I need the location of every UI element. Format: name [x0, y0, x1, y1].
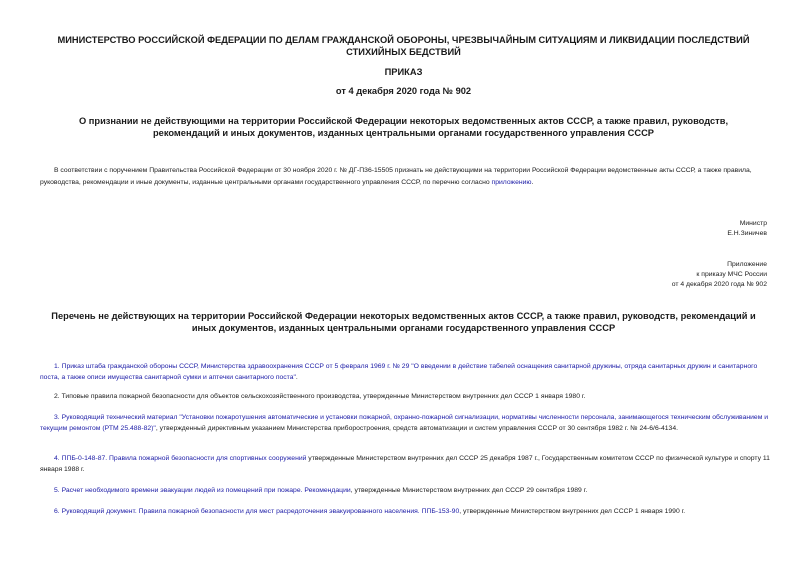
signature-position: Министр — [739, 220, 767, 227]
list-item-link[interactable] — [54, 455, 306, 462]
appendix-block — [527, 260, 767, 290]
signature-block — [567, 219, 767, 239]
list-item-link-text: Руководящий документ. Правила пожарной безопасности для мест расредоточения эвакуированного населения. ППБ-153-90 — [61, 508, 460, 515]
list-item — [40, 485, 772, 496]
list-item-link[interactable] — [54, 487, 351, 494]
list-item-link[interactable] — [54, 508, 459, 515]
list-item-number: 2. — [54, 393, 62, 400]
list-item-text: утвержденные Министерством внутренних дел СССР 25 декабря 1987 г., Государственным комитетом СССР по физической культуре и спорту 11 января 1988 г. — [40, 455, 770, 473]
document-type: ПРИКАЗ — [384, 67, 423, 77]
list-item — [40, 453, 772, 475]
intro-end: . — [531, 179, 534, 186]
list-item-text: Типовые правила пожарной безопасности для объектов сельскохозяйственного производства, утвержденные Министерством внутренних дел СССР 1 января 1980 г. — [61, 393, 586, 400]
appendix-line-2: к приказу МЧС России — [696, 271, 767, 278]
list-item-link-text: Приказ штаба гражданской обороны СССР, Министерства здравоохранения СССР от 5 февраля 1969 г. № 29 "О введении в действие табелей оснащения санитарной дружины, отряда санитарных дружин и санитарного поста, а также описи имущества санитарной сумки и аптечки санитарного поста" — [40, 363, 758, 381]
list-item-number: 5. — [54, 487, 62, 494]
list-item — [40, 506, 772, 517]
intro-paragraph — [40, 165, 772, 189]
list-item-number: 4. — [54, 455, 62, 462]
document-title: О признании не действующими на территории Российской Федерации некоторых ведомственных актов СССР, а также правил, руководств, рекомендаций и иных документов, изданных центральными органами государственного управления СССР — [78, 116, 729, 138]
list-item-link-text: Руководящий технический материал "Установки пожаротушения автоматические и установки пожарной, охранно-пожарной сигнализации, нормативы численности персонала, занимающегося техническим обслуживанием и текущим ремонтом (РТМ 25.488-82)" — [40, 414, 769, 432]
list-item-text: , утвержденный директивным указанием Министерства приборостроения, средств автоматизации и систем управления СССР от 30 сентября 1982 г. № 24-6/6-4134. — [155, 425, 678, 432]
appendix-line-1: Приложение — [727, 261, 767, 268]
appendix-line-3: от 4 декабря 2020 года № 902 — [671, 281, 767, 288]
document-date: от 4 декабря 2020 года № 902 — [335, 86, 472, 96]
appendix-link[interactable]: приложению — [491, 179, 532, 186]
list-item — [40, 361, 772, 383]
ministry-heading: МИНИСТЕРСТВО РОССИЙСКОЙ ФЕДЕРАЦИИ ПО ДЕЛАМ ГРАЖДАНСКОЙ ОБОРОНЫ, ЧРЕЗВЫЧАЙНЫМ СИТУАЦИЯМ И ЛИКВИДАЦИИ ПОСЛЕДСТВИЙ СТИХИЙНЫХ БЕДСТВИЙ — [57, 35, 750, 57]
list-title: Перечень не действующих на территории Российской Федерации некоторых ведомственных актов СССР, а также правил, руководств, рекомендаций и иных документов, изданных центральными органами государственного управления СССР — [51, 311, 756, 333]
list-item-link[interactable] — [40, 363, 757, 381]
list-item-text: , утвержденные Министерством внутренних дел СССР 1 января 1990 г. — [459, 508, 686, 515]
intro-text: В соответствии с поручением Правительства Российской Федерации от 30 ноября 2020 г. № ДГ-П36-15505 признать не действующими на территории Российской Федерации ведомственные акты СССР, а также правила, руководства, рекомендации и иные документы, изданные центральными органами государственного управления СССР, по перечню согласно — [40, 167, 752, 186]
list-item-number: 3. — [54, 414, 62, 421]
list-item — [40, 391, 772, 402]
list-item-text: , утвержденные Министерством внутренних дел СССР 29 сентября 1989 г. — [350, 487, 588, 494]
list-item-link-text: Расчет необходимого времени эвакуации людей из помещений при пожаре. Рекомендации — [61, 487, 351, 494]
list-item-number: 1. — [54, 363, 62, 370]
list-item — [40, 412, 772, 434]
list-item-number: 6. — [54, 508, 62, 515]
list-item-link-text: ППБ-0-148-87. Правила пожарной безопасности для спортивных сооружений — [61, 455, 307, 462]
list-item-text: . — [295, 374, 298, 381]
signature-name: Е.Н.Зиничев — [727, 230, 767, 237]
